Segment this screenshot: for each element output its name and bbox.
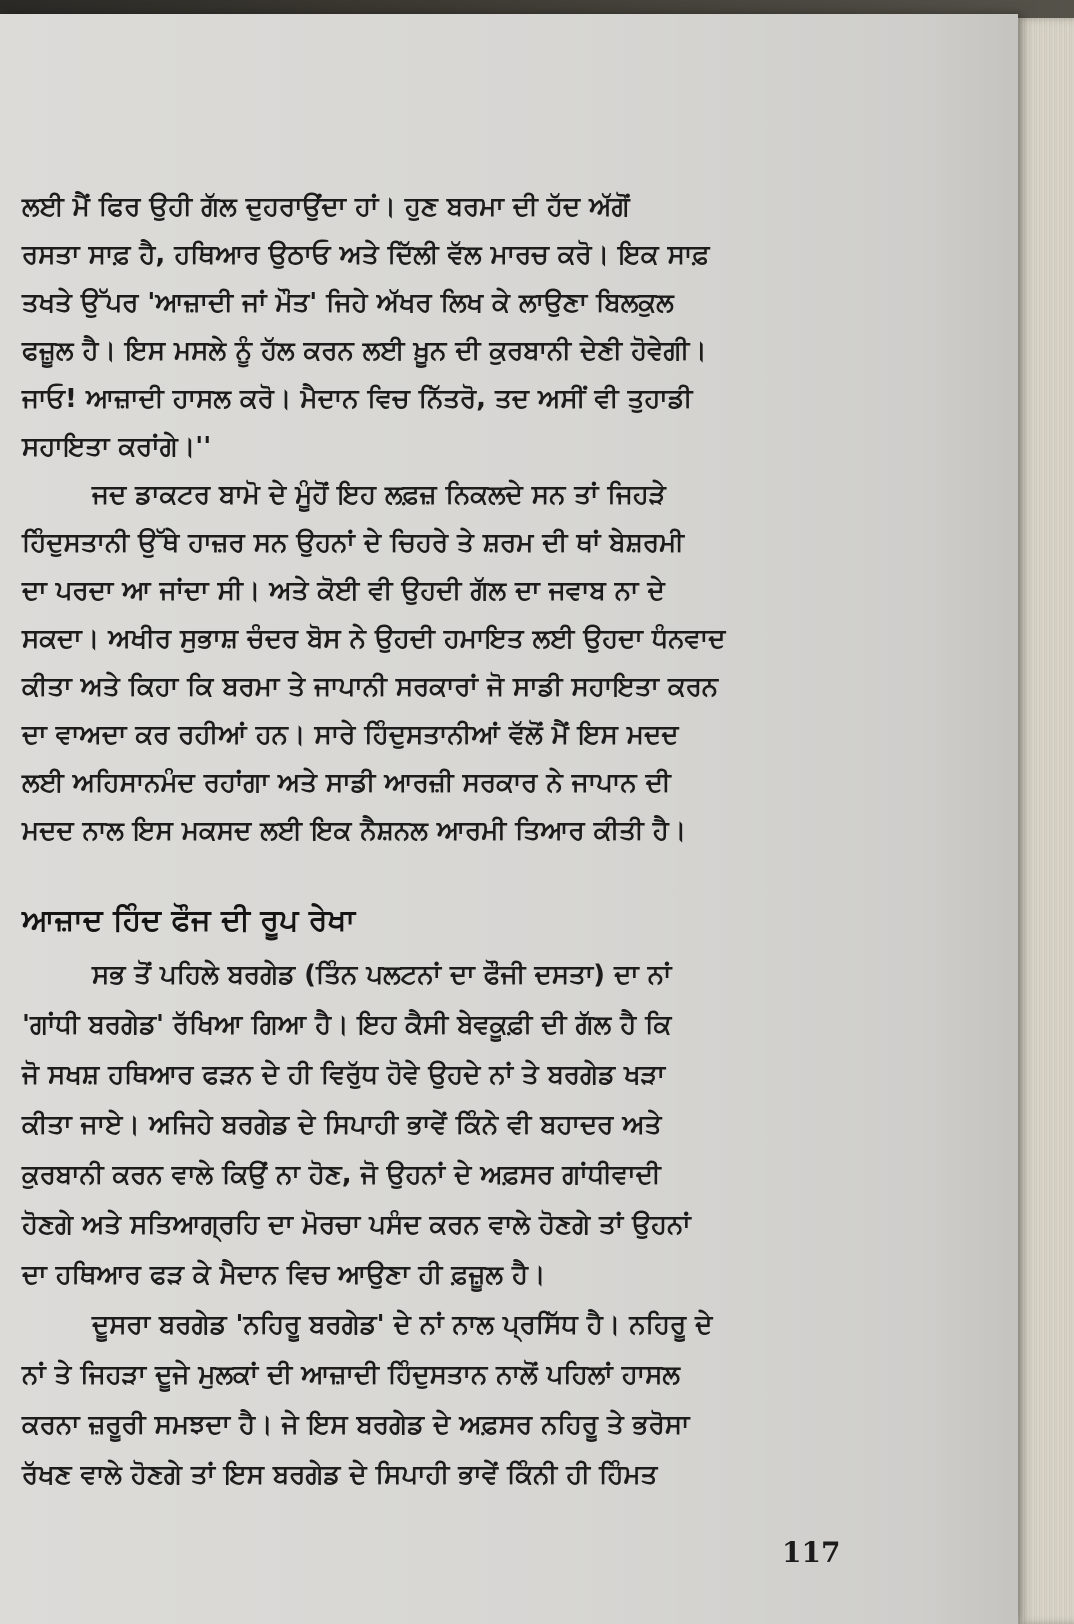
text-line: ਰੱਖਣ ਵਾਲੇ ਹੋਣਗੇ ਤਾਂ ਇਸ ਬਰਗੇਡ ਦੇ ਸਿਪਾਹੀ ਭਾਵੇਂ ਕਿੰਨੀ ਹੀ ਹਿੰਮਤ — [22, 1460, 658, 1490]
text-line: ਸਭ ਤੋਂ ਪਹਿਲੇ ਬਰਗੇਡ (ਤਿੰਨ ਪਲਟਨਾਂ ਦਾ ਫੌਜੀ ਦਸਤਾ) ਦਾ ਨਾਂ — [92, 960, 672, 990]
page-number: 117 — [782, 1536, 841, 1569]
text-line: ਹੋਣਗੇ ਅਤੇ ਸਤਿਆਗ੍ਰਹਿ ਦਾ ਮੋਰਚਾ ਪਸੰਦ ਕਰਨ ਵਾਲੇ ਹੋਣਗੇ ਤਾਂ ਉਹਨਾਂ — [22, 1210, 691, 1240]
text-line: ਦਾ ਵਾਅਦਾ ਕਰ ਰਹੀਆਂ ਹਨ। ਸਾਰੇ ਹਿੰਦੁਸਤਾਨੀਆਂ ਵੱਲੋਂ ਮੈਂ ਇਸ ਮਦਦ — [22, 720, 679, 750]
section-heading: ਆਜ਼ਾਦ ਹਿੰਦ ਫੌਜ ਦੀ ਰੂਪ ਰੇਖਾ — [22, 903, 356, 938]
text-line: ਕੀਤਾ ਅਤੇ ਕਿਹਾ ਕਿ ਬਰਮਾ ਤੇ ਜਾਪਾਨੀ ਸਰਕਾਰਾਂ ਜੋ ਸਾਡੀ ਸਹਾਇਤਾ ਕਰਨ — [22, 672, 719, 702]
text-line: ਸਹਾਇਤਾ ਕਰਾਂਗੇ।'' — [22, 432, 212, 462]
text-line: ਕੀਤਾ ਜਾਏ। ਅਜਿਹੇ ਬਰਗੇਡ ਦੇ ਸਿਪਾਹੀ ਭਾਵੇਂ ਕਿੰਨੇ ਵੀ ਬਹਾਦਰ ਅਤੇ — [22, 1110, 662, 1140]
text-line: ਲਈ ਅਹਿਸਾਨਮੰਦ ਰਹਾਂਗਾ ਅਤੇ ਸਾਡੀ ਆਰਜ਼ੀ ਸਰਕਾਰ ਨੇ ਜਾਪਾਨ ਦੀ — [22, 768, 671, 798]
text-line: ਫਜ਼ੂਲ ਹੈ। ਇਸ ਮਸਲੇ ਨੂੰ ਹੱਲ ਕਰਨ ਲਈ ਖ਼ੂਨ ਦੀ ਕੁਰਬਾਨੀ ਦੇਣੀ ਹੋਵੇਗੀ। — [22, 336, 707, 366]
text-line: ਜਦ ਡਾਕਟਰ ਬਾਮੋ ਦੇ ਮੂੰਹੋਂ ਇਹ ਲਫ਼ਜ਼ ਨਿਕਲਦੇ ਸਨ ਤਾਂ ਜਿਹੜੇ — [92, 480, 666, 510]
text-line: ਲਈ ਮੈਂ ਫਿਰ ਉਹੀ ਗੱਲ ਦੁਹਰਾਉਂਦਾ ਹਾਂ। ਹੁਣ ਬਰਮਾ ਦੀ ਹੱਦ ਅੱਗੋਂ — [22, 192, 630, 222]
text-line: ਕਰਨਾ ਜ਼ਰੂਰੀ ਸਮਝਦਾ ਹੈ। ਜੇ ਇਸ ਬਰਗੇਡ ਦੇ ਅਫ਼ਸਰ ਨਹਿਰੂ ਤੇ ਭਰੋਸਾ — [22, 1410, 690, 1440]
text-line: 'ਗਾਂਧੀ ਬਰਗੇਡ' ਰੱਖਿਆ ਗਿਆ ਹੈ। ਇਹ ਕੈਸੀ ਬੇਵਕੂਫ਼ੀ ਦੀ ਗੱਲ ਹੈ ਕਿ — [22, 1010, 672, 1040]
text-line: ਦਾ ਪਰਦਾ ਆ ਜਾਂਦਾ ਸੀ। ਅਤੇ ਕੋਈ ਵੀ ਉਹਦੀ ਗੱਲ ਦਾ ਜਵਾਬ ਨਾ ਦੇ — [22, 576, 665, 606]
book-page-edges — [1010, 18, 1074, 1624]
text-line: ਦੂਸਰਾ ਬਰਗੇਡ 'ਨਹਿਰੂ ਬਰਗੇਡ' ਦੇ ਨਾਂ ਨਾਲ ਪ੍ਰਸਿੱਧ ਹੈ। ਨਹਿਰੂ ਦੇ — [92, 1310, 713, 1340]
text-line: ਰਸਤਾ ਸਾਫ਼ ਹੈ, ਹਥਿਆਰ ਉਠਾਓ ਅਤੇ ਦਿੱਲੀ ਵੱਲ ਮਾਰਚ ਕਰੋ। ਇਕ ਸਾਫ਼ — [22, 240, 710, 270]
text-line: ਜੋ ਸਖਸ਼ ਹਥਿਆਰ ਫੜਨ ਦੇ ਹੀ ਵਿਰੁੱਧ ਹੋਵੇ ਉਹਦੇ ਨਾਂ ਤੇ ਬਰਗੇਡ ਖੜਾ — [22, 1060, 665, 1090]
text-line: ਨਾਂ ਤੇ ਜਿਹੜਾ ਦੂਜੇ ਮੁਲਕਾਂ ਦੀ ਆਜ਼ਾਦੀ ਹਿੰਦੁਸਤਾਨ ਨਾਲੋਂ ਪਹਿਲਾਂ ਹਾਸਲ — [22, 1360, 680, 1390]
text-line: ਸਕਦਾ। ਅਖੀਰ ਸੁਭਾਸ਼ ਚੰਦਰ ਬੋਸ ਨੇ ਉਹਦੀ ਹਮਾਇਤ ਲਈ ਉਹਦਾ ਧੰਨਵਾਦ — [22, 624, 726, 654]
text-line: ਮਦਦ ਨਾਲ ਇਸ ਮਕਸਦ ਲਈ ਇਕ ਨੈਸ਼ਨਲ ਆਰਮੀ ਤਿਆਰ ਕੀਤੀ ਹੈ। — [22, 816, 687, 846]
text-line: ਤਖਤੇ ਉੱਪਰ 'ਆਜ਼ਾਦੀ ਜਾਂ ਮੌਤ' ਜਿਹੇ ਅੱਖਰ ਲਿਖ ਕੇ ਲਾਉਣਾ ਬਿਲਕੁਲ — [22, 288, 674, 318]
text-line: ਕੁਰਬਾਨੀ ਕਰਨ ਵਾਲੇ ਕਿਉਂ ਨਾ ਹੋਣ, ਜੋ ਉਹਨਾਂ ਦੇ ਅਫ਼ਸਰ ਗਾਂਧੀਵਾਦੀ — [22, 1160, 661, 1190]
text-line: ਜਾਓ! ਆਜ਼ਾਦੀ ਹਾਸਲ ਕਰੋ। ਮੈਦਾਨ ਵਿਚ ਨਿੱਤਰੋ, ਤਦ ਅਸੀਂ ਵੀ ਤੁਹਾਡੀ — [22, 384, 693, 414]
text-line: ਹਿੰਦੁਸਤਾਨੀ ਉੱਥੇ ਹਾਜ਼ਰ ਸਨ ਉਹਨਾਂ ਦੇ ਚਿਹਰੇ ਤੇ ਸ਼ਰਮ ਦੀ ਥਾਂ ਬੇਸ਼ਰਮੀ — [22, 528, 685, 558]
book-page — [0, 14, 1018, 1624]
text-line: ਦਾ ਹਥਿਆਰ ਫੜ ਕੇ ਮੈਦਾਨ ਵਿਚ ਆਉਣਾ ਹੀ ਫ਼ਜ਼ੂਲ ਹੈ। — [22, 1260, 546, 1290]
